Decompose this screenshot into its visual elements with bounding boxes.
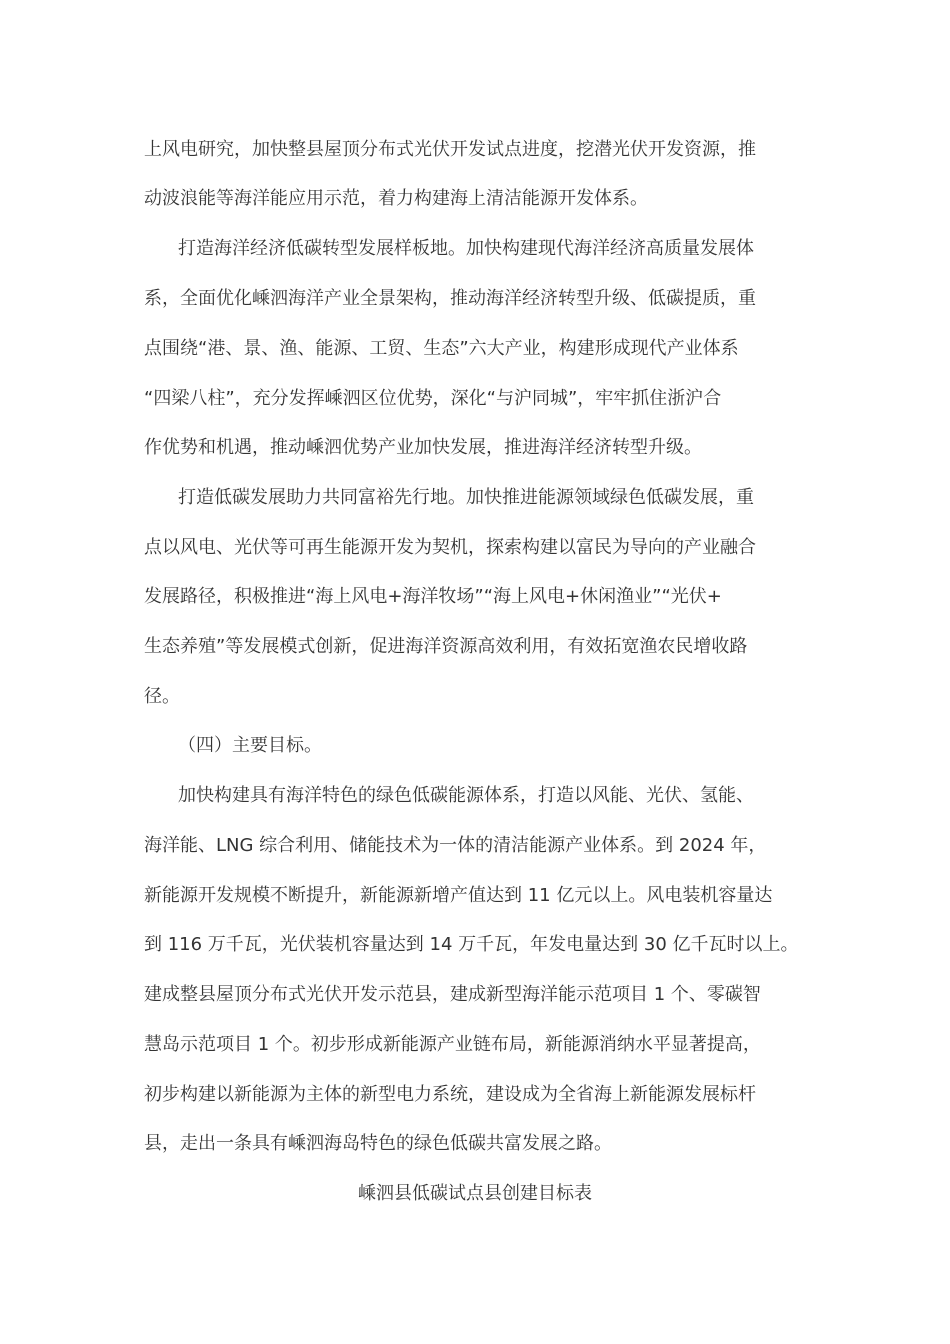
paragraph-line: 作优势和机遇，推动嵊泗优势产业加快发展，推进海洋经济转型升级。 — [144, 437, 702, 458]
paragraph-line: 打造低碳发展助力共同富裕先行地。加快推进能源领域绿色低碳发展，重 — [178, 487, 754, 508]
section-heading: （四）主要目标。 — [178, 735, 322, 756]
paragraph-line: 径。 — [144, 686, 180, 707]
paragraph-line: 建成整县屋顶分布式光伏开发示范县，建成新型海洋能示范项目 1 个、零碳智 — [144, 984, 761, 1005]
paragraph-line: 海洋能、LNG 综合利用、储能技术为一体的清洁能源产业体系。到 2024 年， — [144, 835, 767, 856]
paragraph-line: “四梁八柱”，充分发挥嵊泗区位优势，深化“与沪同城”，牢牢抓住浙沪合 — [144, 388, 722, 409]
paragraph-line: 发展路径，积极推进“海上风电+海洋牧场”“海上风电+休闲渔业”“光伏+ — [144, 586, 722, 607]
paragraph-line: 动波浪能等海洋能应用示范，着力构建海上清洁能源开发体系。 — [144, 188, 648, 209]
table-title: 嵊泗县低碳试点县创建目标表 — [358, 1183, 592, 1204]
paragraph-line: 点围绕“港、景、渔、能源、工贸、生态”六大产业，构建形成现代产业体系 — [144, 338, 739, 359]
paragraph-line: 点以风电、光伏等可再生能源开发为契机，探索构建以富民为导向的产业融合 — [144, 537, 756, 558]
paragraph-line: 初步构建以新能源为主体的新型电力系统，建设成为全省海上新能源发展标杆 — [144, 1084, 756, 1105]
paragraph-line: 县，走出一条具有嵊泗海岛特色的绿色低碳共富发展之路。 — [144, 1133, 612, 1154]
paragraph-line: 新能源开发规模不断提升，新能源新增产值达到 11 亿元以上。风电装机容量达 — [144, 885, 773, 906]
paragraph-line: 上风电研究，加快整县屋顶分布式光伏开发试点进度，挖潜光伏开发资源，推 — [144, 139, 756, 160]
paragraph-line: 生态养殖”等发展模式创新，促进海洋资源高效利用，有效拓宽渔农民增收路 — [144, 636, 748, 657]
paragraph-line: 系，全面优化嵊泗海洋产业全景架构，推动海洋经济转型升级、低碳提质，重 — [144, 288, 756, 309]
paragraph-line: 到 116 万千瓦，光伏装机容量达到 14 万千瓦，年发电量达到 30 亿千瓦时以上。 — [144, 934, 799, 955]
paragraph-line: 慧岛示范项目 1 个。初步形成新能源产业链布局，新能源消纳水平显著提高， — [144, 1034, 761, 1055]
paragraph-line: 打造海洋经济低碳转型发展样板地。加快构建现代海洋经济高质量发展体 — [178, 238, 754, 259]
paragraph-line: 加快构建具有海洋特色的绿色低碳能源体系，打造以风能、光伏、氢能、 — [178, 785, 754, 806]
